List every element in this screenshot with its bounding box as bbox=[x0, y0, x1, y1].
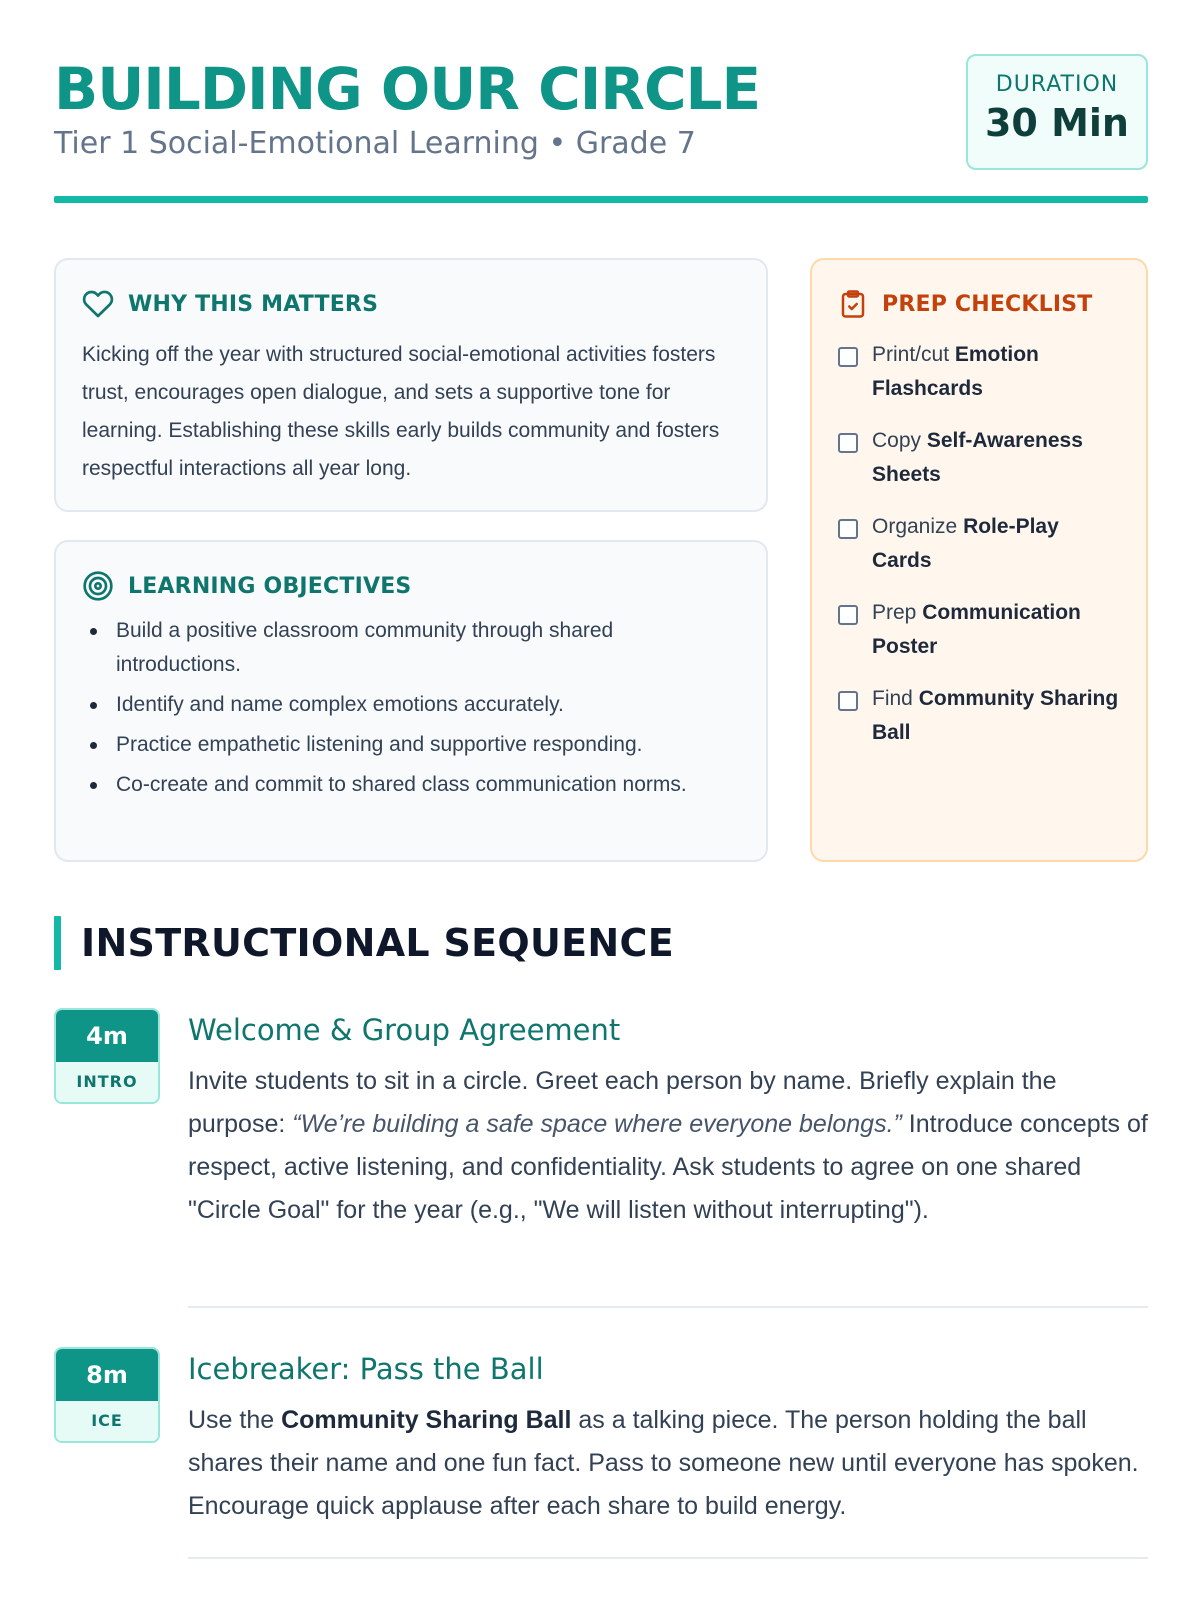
checklist-item-label bbox=[872, 682, 1120, 750]
duration-value: 30 Min bbox=[984, 101, 1129, 145]
heart-icon bbox=[82, 288, 114, 320]
step-material: Community Sharing Ball bbox=[281, 1406, 572, 1434]
learning-objectives-card bbox=[54, 540, 768, 862]
checklist-verb: Copy bbox=[872, 429, 922, 452]
prep-heading bbox=[838, 288, 1120, 320]
clipboard-check-icon bbox=[838, 288, 868, 320]
step-time: 4m bbox=[56, 1010, 158, 1062]
objectives-heading bbox=[82, 570, 740, 602]
checklist-item[interactable] bbox=[838, 596, 1120, 664]
duration-box bbox=[966, 54, 1148, 170]
checkbox[interactable] bbox=[838, 433, 858, 453]
step-title: Welcome & Group Agreement bbox=[188, 1013, 621, 1047]
checklist-verb: Find bbox=[872, 687, 913, 710]
list-item: Co-create and commit to shared class communication norms. bbox=[82, 768, 740, 802]
checkbox[interactable] bbox=[838, 347, 858, 367]
prep-checklist-card bbox=[810, 258, 1148, 862]
step-description bbox=[188, 1060, 1148, 1232]
prep-heading-text: PREP CHECKLIST bbox=[882, 291, 1093, 317]
step-text: Use the bbox=[188, 1406, 282, 1434]
sequence-step bbox=[54, 1347, 1148, 1547]
checklist-material: Emotion Flashcards bbox=[872, 343, 1039, 400]
checkbox[interactable] bbox=[838, 519, 858, 539]
checklist-material: Self-Awareness Sheets bbox=[872, 429, 1083, 486]
step-text: as a talking piece. The person holding the ball shares their name and one fun fact. Pass to someone new until everyone has spoken. Encourage quick applause after each share to build energy. bbox=[188, 1406, 1139, 1520]
checklist-item-label bbox=[872, 338, 1120, 406]
checklist-item[interactable] bbox=[838, 510, 1120, 578]
why-this-matters-card bbox=[54, 258, 768, 512]
step-body bbox=[188, 1347, 1148, 1528]
checkbox[interactable] bbox=[838, 605, 858, 625]
step-badge bbox=[54, 1347, 160, 1443]
step-title: Icebreaker: Pass the Ball bbox=[188, 1352, 544, 1386]
step-divider bbox=[188, 1557, 1148, 1559]
list-item: Practice empathetic listening and supportive responding. bbox=[82, 728, 740, 762]
checkbox[interactable] bbox=[838, 691, 858, 711]
checklist-item-label bbox=[872, 596, 1120, 664]
objectives-list bbox=[82, 614, 740, 802]
step-quote: “We’re building a safe space where everyone belongs.” bbox=[292, 1110, 902, 1138]
checklist-material: Communication Poster bbox=[872, 601, 1081, 658]
step-body bbox=[188, 1008, 1148, 1232]
sequence-heading bbox=[54, 916, 674, 970]
page-subtitle: Tier 1 Social-Emotional Learning • Grade 7 bbox=[54, 126, 696, 161]
checklist-item[interactable] bbox=[838, 682, 1120, 750]
step-divider bbox=[188, 1306, 1148, 1308]
checklist-item[interactable] bbox=[838, 338, 1120, 406]
step-label: INTRO bbox=[56, 1062, 158, 1102]
why-heading bbox=[82, 288, 740, 320]
header-divider bbox=[54, 196, 1148, 203]
lesson-header bbox=[54, 54, 1148, 204]
target-icon bbox=[82, 570, 114, 602]
list-item: Identify and name complex emotions accurately. bbox=[82, 688, 740, 722]
checklist-verb: Organize bbox=[872, 515, 958, 538]
sequence-step bbox=[54, 1008, 1148, 1308]
step-badge bbox=[54, 1008, 160, 1104]
why-text: Kicking off the year with structured social-emotional activities fosters trust, encourages open dialogue, and sets a supportive tone for learning. Establishing these skills early builds community and fosters respectful interactions all year long. bbox=[82, 343, 720, 480]
why-heading-text: WHY THIS MATTERS bbox=[128, 291, 379, 317]
step-text: Introduce concepts of respect, active listening, and confidentiality. Ask students to agree on one shared "Circle Goal" for the year (e.g., "We will listen without interrupting"). bbox=[188, 1110, 1148, 1224]
step-label: ICE bbox=[56, 1401, 158, 1441]
checklist-verb: Print/cut bbox=[872, 343, 950, 366]
sequence-title: INSTRUCTIONAL SEQUENCE bbox=[81, 921, 674, 965]
checklist-verb: Prep bbox=[872, 601, 917, 624]
checklist-item-label bbox=[872, 424, 1120, 492]
checklist-material: Community Sharing Ball bbox=[872, 687, 1119, 744]
step-text: Invite students to sit in a circle. Greet each person by name. Briefly explain the purpose: bbox=[188, 1067, 1057, 1138]
duration-label: DURATION bbox=[995, 72, 1119, 97]
checklist-item[interactable] bbox=[838, 424, 1120, 492]
checklist-item-label bbox=[872, 510, 1120, 578]
step-time: 8m bbox=[56, 1349, 158, 1401]
checklist-material: Role-Play Cards bbox=[872, 515, 1059, 572]
step-description bbox=[188, 1399, 1148, 1528]
list-item: Build a positive classroom community through shared introductions. bbox=[82, 614, 740, 682]
objectives-heading-text: LEARNING OBJECTIVES bbox=[128, 573, 412, 599]
page-title: BUILDING OUR CIRCLE bbox=[54, 55, 761, 123]
sequence-accent-bar bbox=[54, 916, 61, 970]
